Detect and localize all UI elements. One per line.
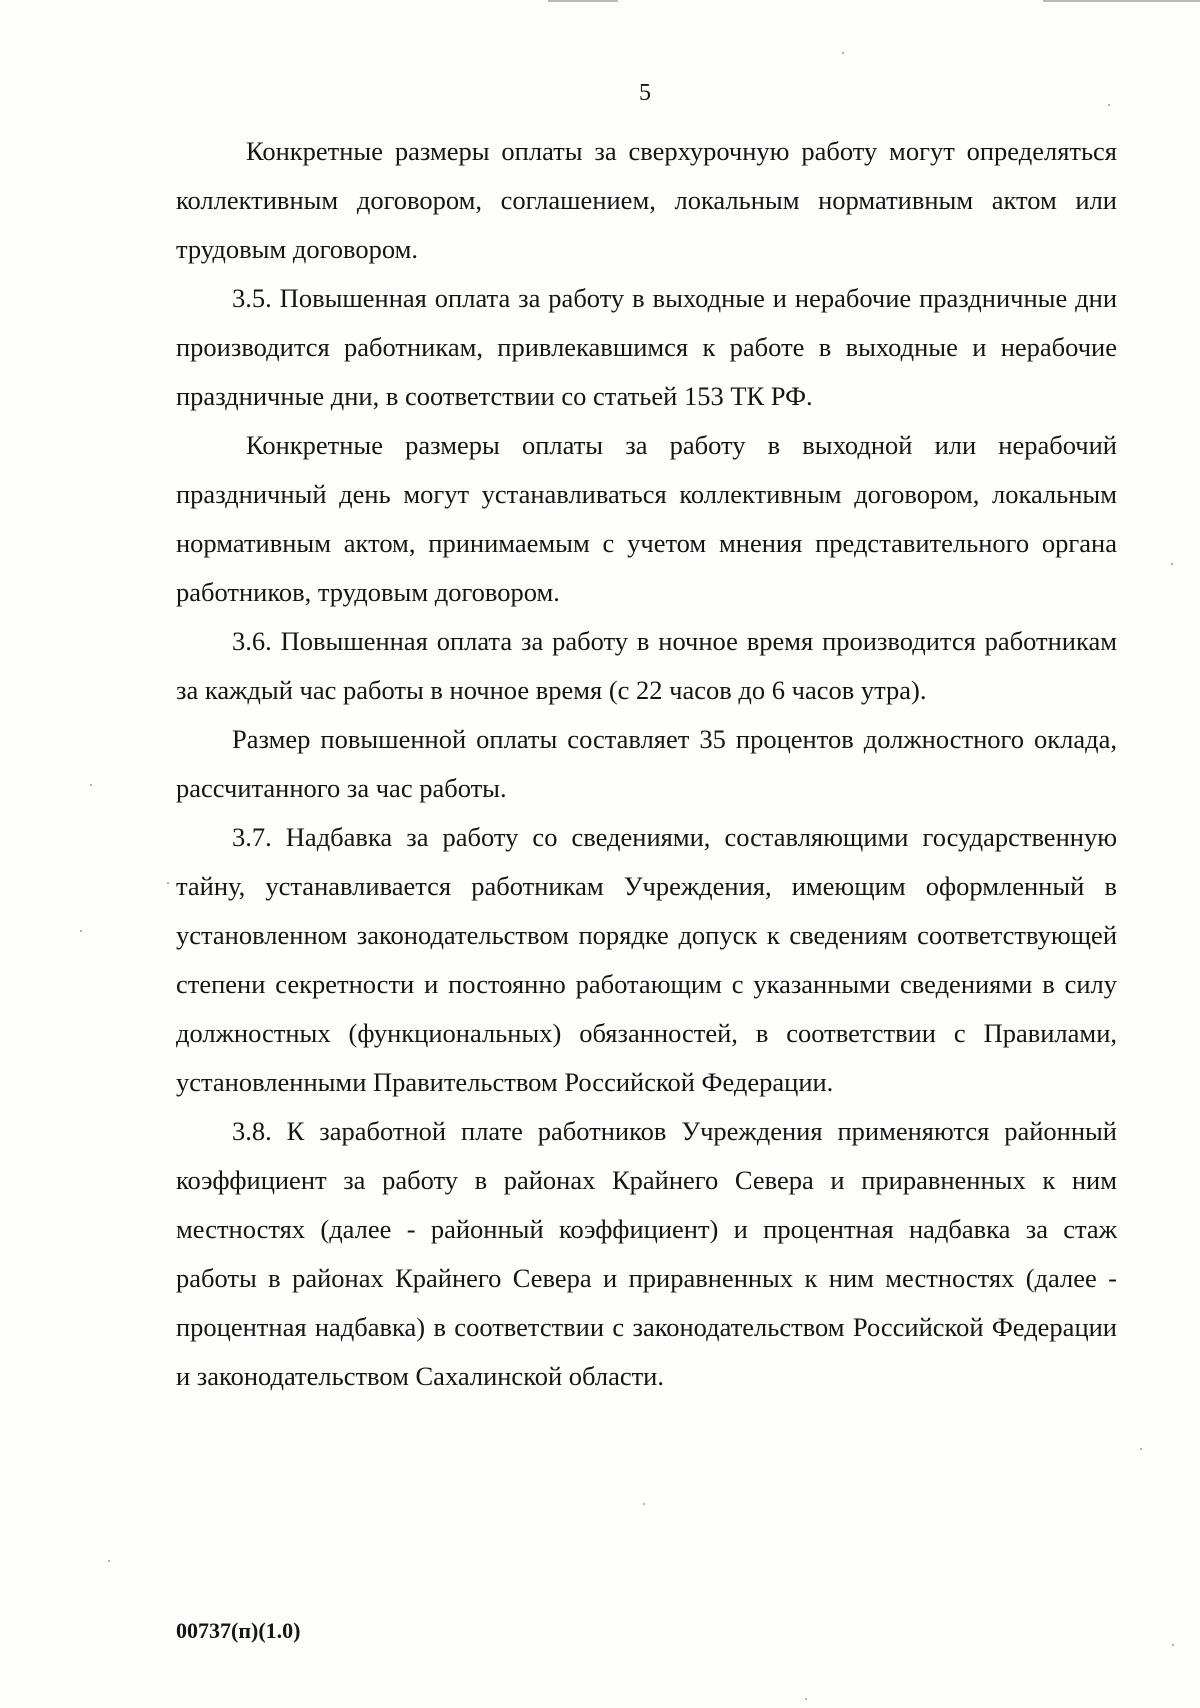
scan-mark: [1043, 0, 1200, 2]
scan-speck: [108, 1560, 110, 1562]
scan-speck: [805, 1698, 807, 1700]
document-code: 00737(п)(1.0): [176, 1618, 301, 1643]
scan-speck: [1171, 563, 1173, 565]
paragraph-3-8: 3.8. К заработной плате работников Учреждения применяются районный коэффициент за работу в районах Крайнего Севера и приравненных к ним местностях (далее - районный коэффициент) и процентная надбавка за стаж работы в районах Крайнего Севера и приравненных к ним местностях (далее - процентная надбавка) в соответствии с законодательством Российской Федерации и законодательством Сахалинской области.: [176, 1116, 1117, 1391]
paragraph-3-5: 3.5. Повышенная оплата за работу в выходные и нерабочие праздничные дни производится работникам, привлекавшимся к работе в выходные и нерабочие праздничные дни, в соответствии со статьей 153 ТК РФ.: [176, 283, 1117, 411]
page-number: 5: [639, 80, 651, 106]
scan-edge-marks: [0, 0, 1200, 8]
scan-mark: [548, 0, 618, 2]
scan-speck: [167, 882, 169, 884]
paragraph-3-6: 3.6. Повышенная оплата за работу в ночное время производится работникам за каждый час работы в ночное время (с 22 часов до 6 часов утра).: [176, 626, 1117, 705]
paragraph-3-7: 3.7. Надбавка за работу со сведениями, составляющими государственную тайну, устанавливается работникам Учреждения, имеющим оформленный в установленном законодательством порядке допуск к сведениям соответствующей степени секретности и постоянно работающим с указанными сведениями в силу должностных (функциональных) обязанностей, в соответствии с Правилами, установленными Правительством Российской Федерации.: [176, 822, 1117, 1097]
scan-speck: [1140, 1448, 1142, 1450]
scan-speck: [643, 1503, 645, 1505]
paragraph-holiday-amounts: Конкретные размеры оплаты за работу в выходной или нерабочий праздничный день могут устанавливаться коллективным договором, локальным нормативным актом, принимаемым с учетом мнения представительного органа работников, трудовым договором.: [176, 430, 1117, 607]
scan-speck: [90, 784, 92, 786]
scan-speck: [1108, 104, 1110, 106]
scan-speck: [1172, 1644, 1174, 1646]
document-body: [176, 127, 1117, 1401]
scan-speck: [842, 52, 844, 54]
paragraph-overtime-amounts: Конкретные размеры оплаты за сверхурочную работу могут определяться коллективным договором, соглашением, локальным нормативным актом или трудовым договором.: [176, 136, 1117, 264]
paragraph-night-rate: Размер повышенной оплаты составляет 35 процентов должностного оклада, рассчитанного за час работы.: [176, 724, 1117, 803]
scan-speck: [80, 930, 82, 932]
